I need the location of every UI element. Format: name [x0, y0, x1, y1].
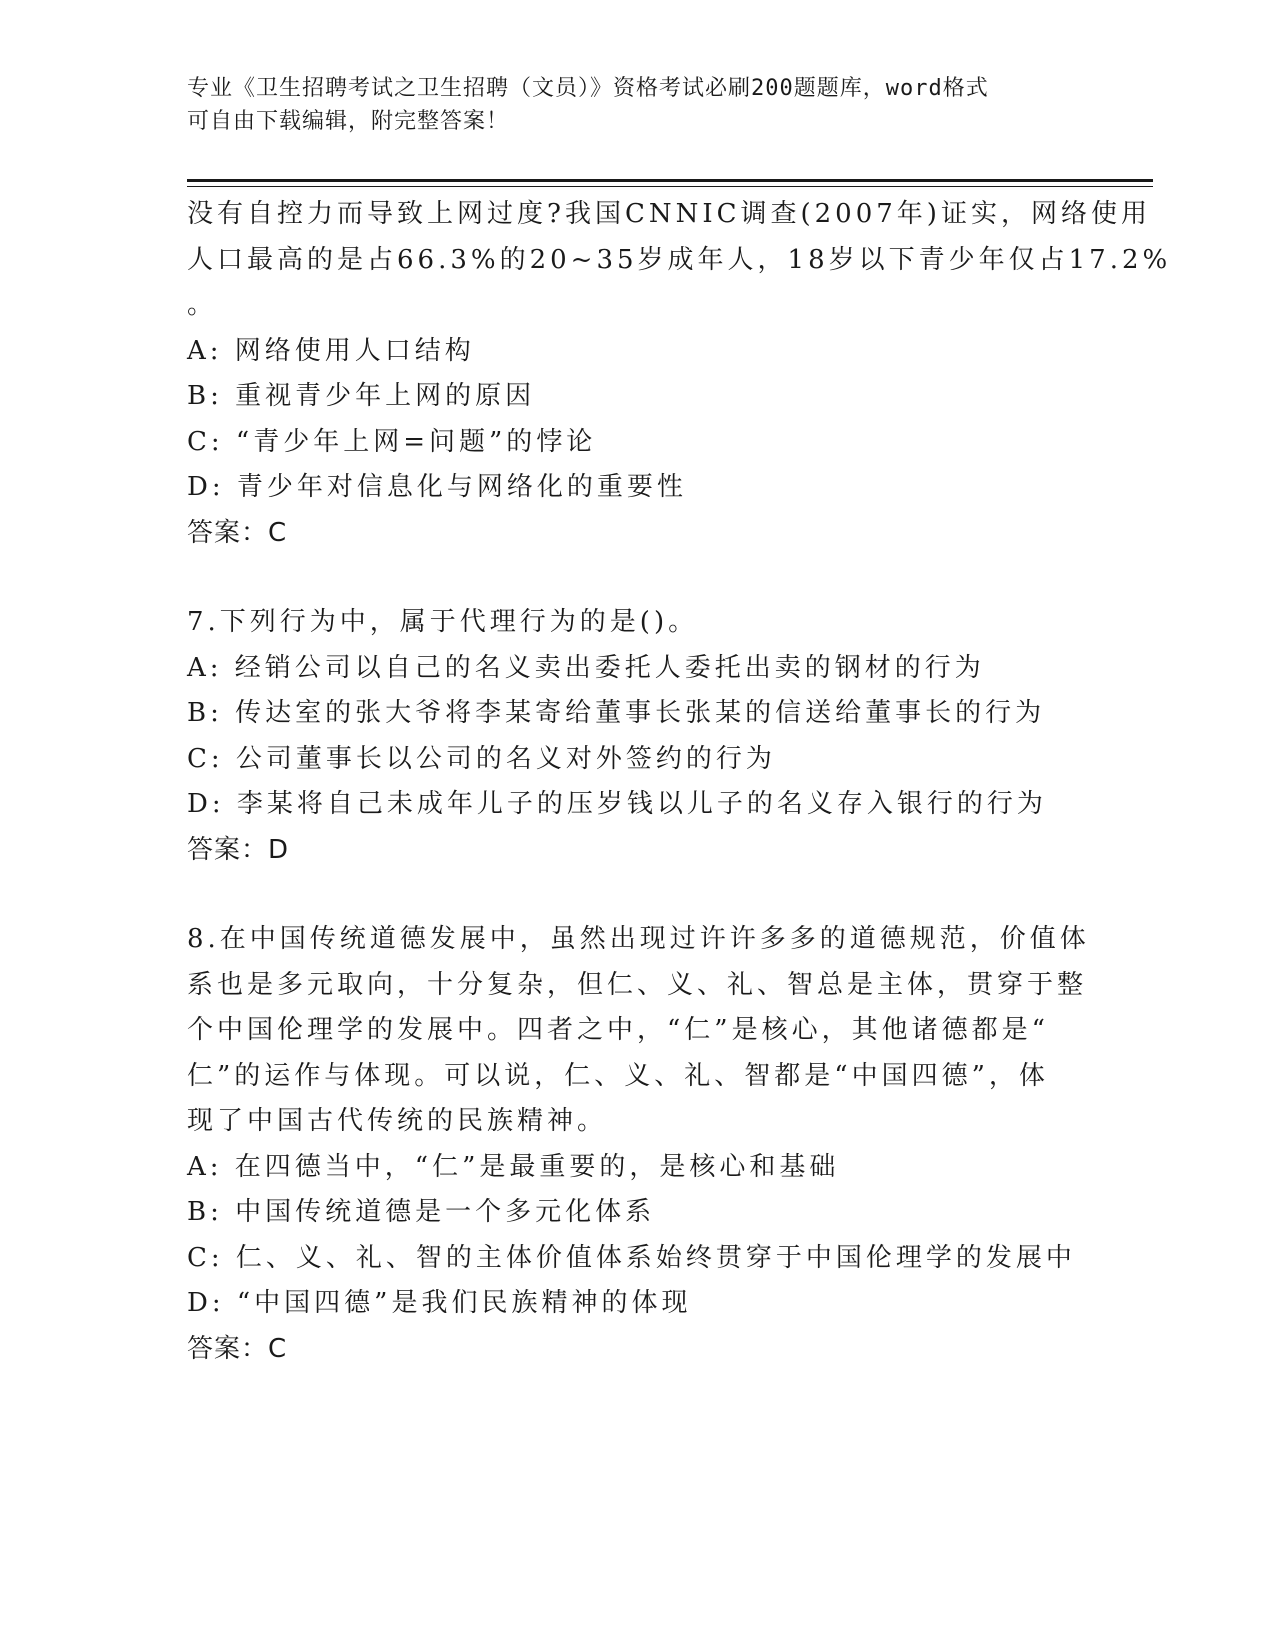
option-b: B: 传达室的张大爷将李某寄给董事长张某的信送给董事长的行为	[187, 698, 1046, 728]
answer-line: 答案：C	[187, 1333, 288, 1364]
option-c: C: 仁、义、礼、智的主体价值体系始终贯穿于中国伦理学的发展中	[187, 1242, 1076, 1273]
option-c: C: “青少年上网=问题”的悖论	[187, 426, 597, 457]
question-stem-line: 8.在中国传统道德发展中，虽然出现过许许多多的道德规范，价值体	[187, 924, 1090, 954]
option-c: C: 公司董事长以公司的名义对外签约的行为	[187, 743, 776, 774]
answer-line: 答案：D	[187, 834, 290, 865]
option-d: D: 青少年对信息化与网络化的重要性	[187, 472, 687, 502]
option-a: A: 网络使用人口结构	[187, 335, 475, 366]
question-stem-line: 系也是多元取向，十分复杂，但仁、义、礼、智总是主体，贯穿于整	[187, 969, 1088, 1000]
question-stem-line: 现了中国古代传统的民族精神。	[187, 1106, 608, 1136]
question-stem-line: 。	[187, 290, 218, 320]
option-b: B: 重视青少年上网的原因	[187, 381, 536, 411]
question-8	[187, 917, 1090, 1372]
header-line-2: 可自由下载编辑，附完整答案！	[187, 109, 510, 134]
option-a: A: 经销公司以自己的名义卖出委托人委托出卖的钢材的行为	[187, 652, 985, 683]
option-d: D: “中国四德”是我们民族精神的体现	[187, 1288, 692, 1318]
option-d: D: 李某将自己未成年儿子的压岁钱以儿子的名义存入银行的行为	[187, 789, 1047, 819]
answer-line: 答案：C	[187, 517, 288, 548]
question-6	[187, 192, 1172, 556]
question-7	[187, 600, 1087, 873]
question-stem-line: 个中国伦理学的发展中。四者之中，“仁”是核心，其他诸德都是“	[187, 1015, 1049, 1045]
option-a: A: 在四德当中，“仁”是最重要的，是核心和基础	[187, 1151, 840, 1182]
option-b: B: 中国传统道德是一个多元化体系	[187, 1197, 656, 1227]
question-stem-line: 人口最高的是占66.3%的20~35岁成年人，18岁以下青少年仅占17.2%	[187, 244, 1172, 275]
question-stem-line: 没有自控力而导致上网过度?我国CNNIC调查(2007年)证实，网络使用	[187, 199, 1151, 229]
question-content	[187, 186, 1172, 1372]
header-rule-thick	[187, 179, 1153, 182]
header-line-1: 专业《卫生招聘考试之卫生招聘（文员）》资格考试必刷200题题库，word格式	[187, 76, 989, 101]
question-stem-line: 7.下列行为中，属于代理行为的是()。	[187, 607, 699, 637]
document-header	[187, 72, 1067, 138]
question-stem-line: 仁”的运作与体现。可以说，仁、义、礼、智都是“中国四德”，体	[187, 1060, 1049, 1091]
